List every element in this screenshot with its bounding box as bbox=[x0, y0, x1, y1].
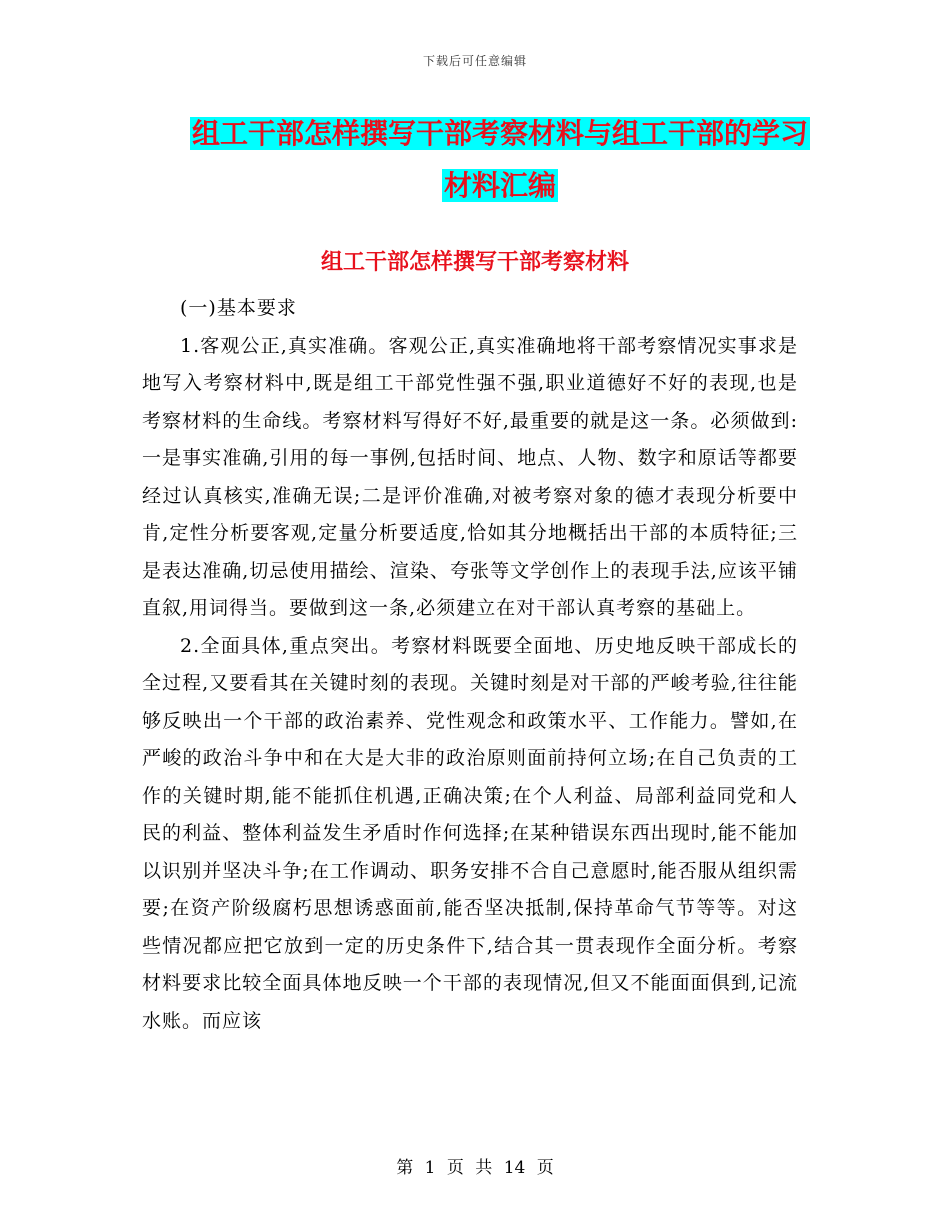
page-number: 第 1 页 共 14 页 bbox=[396, 1158, 554, 1178]
basic-requirements-heading: (一)基本要求 bbox=[180, 297, 297, 319]
paragraph-1: 1.客观公正,真实准确。客观公正,真实准确地将干部考察情况实事求是地写入考察材料中,既是组工干部党性强不强,职业道德好不好的表现,也是考察材料的生命线。考察材料写得好不好,最重要的就是这一条。必须做到:一是事实准确,引用的每一事例,包括时间、地点、人物、数字和原话等都要经过认真核实,准确无误;二是评价准确,对被考察对象的德才表现分析要中肯,定性分析要客观,定量分析要适度,恰如其分地概括出干部的本质特征;三是表达准确,切忌使用描绘、渲染、夸张等文学创作上的表现手法,应该平铺直叙,用词得当。要做到这一条,必须建立在对干部认真考察的基础上。 bbox=[142, 334, 798, 619]
page-header-note: 下载后可任意编辑 bbox=[422, 54, 527, 68]
section-title: 组工干部怎样撰写干部考察材料 bbox=[320, 249, 629, 275]
document-title-text: 组工干部怎样撰写干部考察材料与组工干部的学习材料汇编 bbox=[192, 117, 809, 202]
document-body bbox=[142, 290, 798, 1040]
paragraph-2: 2.全面具体,重点突出。考察材料既要全面地、历史地反映干部成长的全过程,又要看其在关键时刻的表现。关键时刻是对干部的严峻考验,往往能够反映出一个干部的政治素养、党性观念和政策水平、工作能力。譬如,在严峻的政治斗争中和在大是大非的政治原则面前持何立场;在自己负责的工作的关键时期,能不能抓住机遇,正确决策;在个人利益、局部利益同党和人民的利益、整体利益发生矛盾时作何选择;在某种错误东西出现时,能不能加以识别并坚决斗争;在工作调动、职务安排不合自己意愿时,能否服从组织需要;在资产阶级腐朽思想诱惑面前,能否坚决抵制,保持革命气节等等。对这些情况都应把它放到一定的历史条件下,结合其一贯表现作全面分析。考察材料要求比较全面具体地反映一个干部的表现情况,但又不能面面俱到,记流水账。而应该 bbox=[142, 634, 798, 1032]
document-title bbox=[190, 108, 810, 212]
